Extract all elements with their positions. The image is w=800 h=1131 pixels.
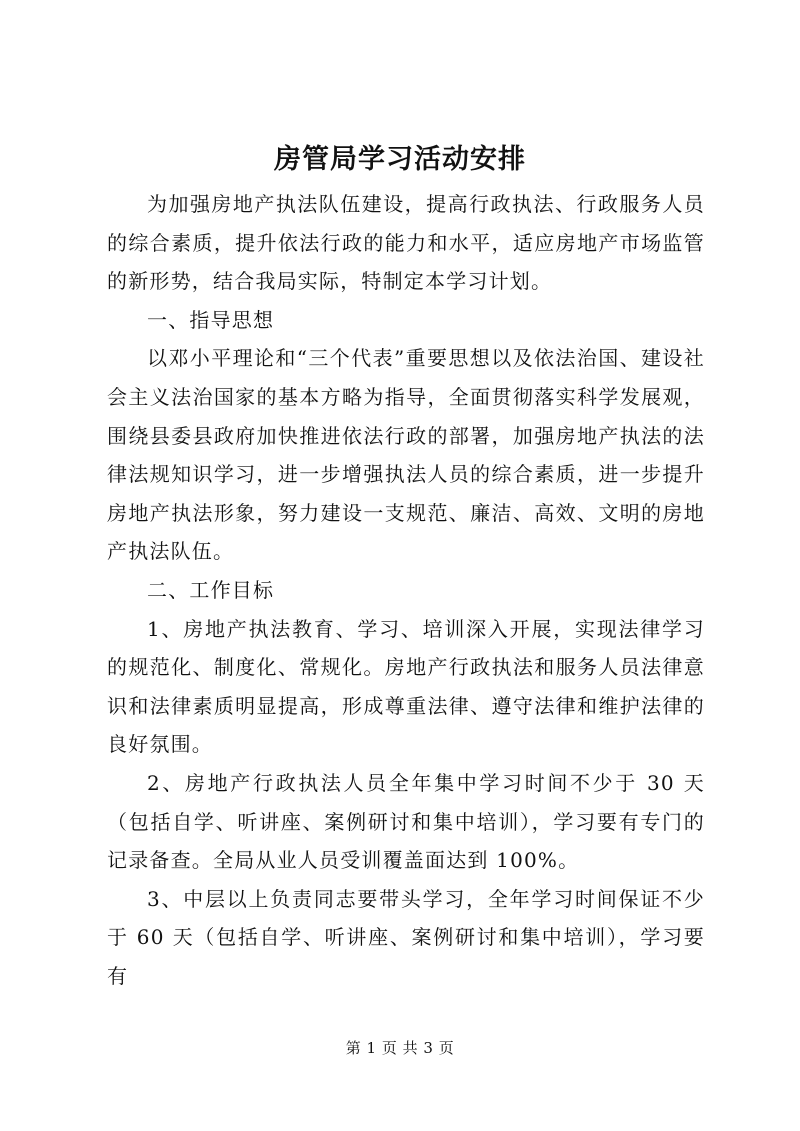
goal-item-1: 1、房地产执法教育、学习、培训深入开展，实现法律学习的规范化、制度化、常规化。房地产行政执法和服务人员法律意识和法律素质明显提高，形成尊重法律、遵守法律和维护法律的良好氛围。 [107,616,705,757]
guiding-ideology-paragraph: 以邓小平理论和“三个代表”重要思想以及依法治国、建设社会主义法治国家的基本方略为指导，全面贯彻落实科学发展观，围绕县委县政府加快推进依法行政的部署，加强房地产执法的法律法规知识学习，进一步增强执法人员的综合素质，进一步提升房地产执法形象，努力建设一支规范、廉洁、高效、文明的房地产执法队伍。 [107,346,705,564]
section-heading-guiding-ideology: 一、指导思想 [147,307,275,332]
goal-item-3: 3、中层以上负责同志要带头学习，全年学习时间保证不少于 60 天（包括自学、听讲座、案例研讨和集中培训），学习要有 [107,886,705,988]
goal-item-2: 2、房地产行政执法人员全年集中学习时间不少于 30 天（包括自学、听讲座、案例研讨和集中培训），学习要有专门的记录备查。全局从业人员受训覆盖面达到 100%。 [107,770,705,873]
intro-paragraph: 为加强房地产执法队伍建设，提高行政执法、行政服务人员的综合素质，提升依法行政的能力和水平，适应房地产市场监管的新形势，结合我局实际，特制定本学习计划。 [107,192,705,294]
page-number-footer: 第 1 页 共 3 页 [345,1039,455,1057]
document-body [107,185,705,995]
document-title: 房管局学习活动安排 [274,144,526,175]
section-heading-work-goals: 二、工作目标 [147,577,275,602]
